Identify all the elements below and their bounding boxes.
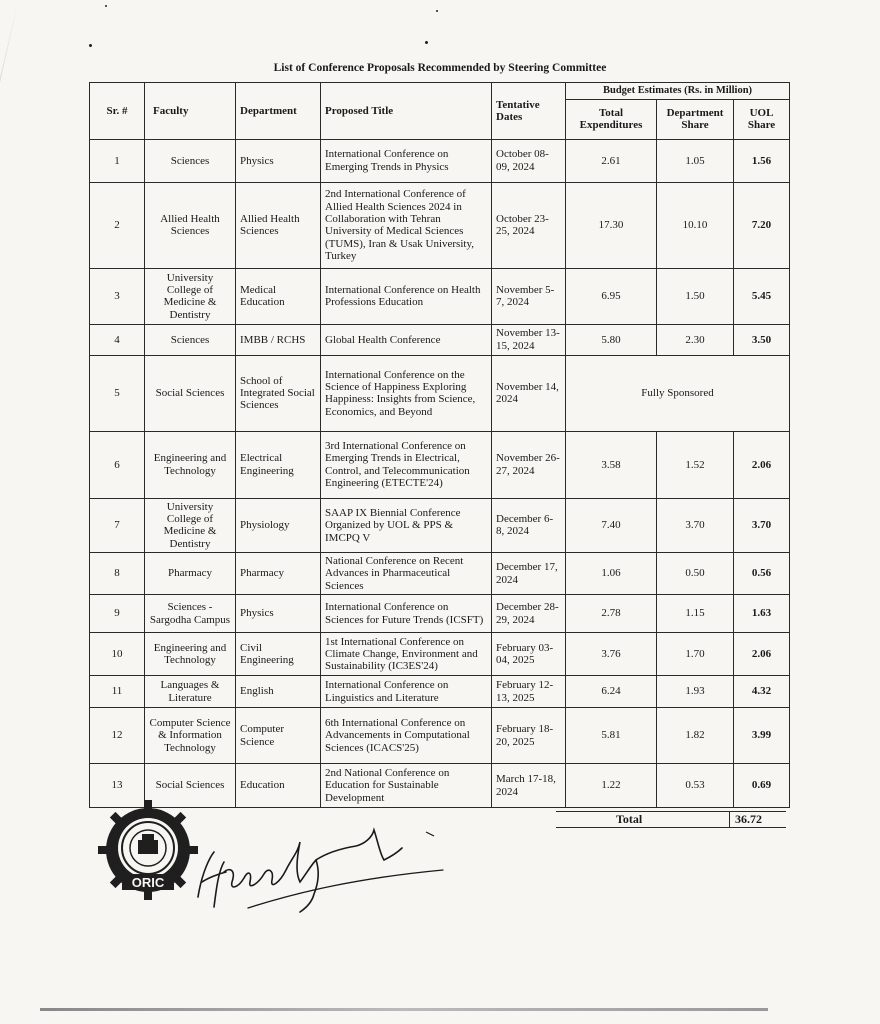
speck-dot [105, 5, 107, 7]
title-cell: International Conference on Emerging Trends in Physics [321, 139, 492, 182]
dates-cell: December 17, 2024 [492, 553, 566, 595]
faculty-cell: University College of Medicine & Dentistry [145, 498, 236, 552]
dates-cell: November 5-7, 2024 [492, 268, 566, 324]
faculty-cell: Sciences [145, 139, 236, 182]
total-expenditure-cell: 2.61 [566, 139, 657, 182]
total-value: 36.72 [735, 812, 762, 826]
table-row [90, 595, 790, 633]
dates-cell: October 23-25, 2024 [492, 182, 566, 268]
title-cell: International Conference on Health Professions Education [321, 268, 492, 324]
faculty-cell: Sciences [145, 324, 236, 355]
total-expenditure-cell: 17.30 [566, 182, 657, 268]
title-cell: 3rd International Conference on Emerging Trends in Electrical, Control, and Telecommunication Engineering (ETECTE'24) [321, 431, 492, 498]
faculty-cell: Engineering and Technology [145, 431, 236, 498]
sr-cell: 1 [90, 139, 145, 182]
department-share-cell: 0.50 [657, 553, 734, 595]
title-cell: Global Health Conference [321, 324, 492, 355]
header-faculty: Faculty [145, 83, 236, 140]
faculty-cell: Allied Health Sciences [145, 182, 236, 268]
faculty-cell: Sciences - Sargodha Campus [145, 595, 236, 633]
department-cell: Computer Science [236, 708, 321, 764]
department-cell: Physiology [236, 498, 321, 552]
total-expenditure-cell: 3.76 [566, 633, 657, 676]
table-row [90, 182, 790, 268]
total-expenditure-cell: 5.81 [566, 708, 657, 764]
faculty-cell: Computer Science & Information Technology [145, 708, 236, 764]
header-uol-share: UOL Share [734, 99, 790, 139]
title-cell: 2nd International Conference of Allied Health Sciences 2024 in Collaboration with Tehran University of Medical Sciences (TUMS), Iran & Usak University, Turkey [321, 182, 492, 268]
uol-share-cell: 1.56 [734, 139, 790, 182]
proposals-table [89, 82, 790, 808]
scan-edge-mark [0, 0, 19, 370]
department-share-cell: 1.93 [657, 676, 734, 708]
department-share-cell: 10.10 [657, 182, 734, 268]
department-share-cell: 1.05 [657, 139, 734, 182]
dates-cell: October 08-09, 2024 [492, 139, 566, 182]
uol-share-cell: 5.45 [734, 268, 790, 324]
seal-text: ORIC [131, 875, 165, 890]
dates-cell: November 26-27, 2024 [492, 431, 566, 498]
total-expenditure-cell: 5.80 [566, 324, 657, 355]
department-share-cell: 3.70 [657, 498, 734, 552]
total-expenditure-cell: 2.78 [566, 595, 657, 633]
header-department: Department [236, 83, 321, 140]
dates-cell: February 12-13, 2025 [492, 676, 566, 708]
page-title: List of Conference Proposals Recommended by Steering Committee [273, 62, 607, 74]
total-expenditure-cell: 6.24 [566, 676, 657, 708]
department-cell: English [236, 676, 321, 708]
title-cell: 6th International Conference on Advancements in Computational Sciences (ICACS'25) [321, 708, 492, 764]
table-row [90, 708, 790, 764]
faculty-cell: Pharmacy [145, 553, 236, 595]
header-total-expenditures: Total Expenditures [566, 99, 657, 139]
header-tentative-dates: Tentative Dates [492, 83, 566, 140]
table-row [90, 431, 790, 498]
total-expenditure-cell: 3.58 [566, 431, 657, 498]
department-cell: Civil Engineering [236, 633, 321, 676]
dates-cell: December 6-8, 2024 [492, 498, 566, 552]
sr-cell: 9 [90, 595, 145, 633]
department-share-cell: 2.30 [657, 324, 734, 355]
department-cell: Pharmacy [236, 553, 321, 595]
uol-share-cell: 3.99 [734, 708, 790, 764]
speck-dot [425, 41, 428, 44]
faculty-cell: Social Sciences [145, 764, 236, 808]
table-row [90, 139, 790, 182]
uol-share-cell: 2.06 [734, 633, 790, 676]
sr-cell: 10 [90, 633, 145, 676]
total-row [556, 811, 786, 828]
total-divider [729, 812, 730, 827]
table-row [90, 553, 790, 595]
title-cell: International Conference on the Science of Happiness Exploring Happiness: Insights from Science, Economics, and Beyond [321, 355, 492, 431]
department-cell: IMBB / RCHS [236, 324, 321, 355]
table-row [90, 355, 790, 431]
speck-dot [436, 10, 438, 12]
table-row [90, 268, 790, 324]
total-expenditure-cell: 6.95 [566, 268, 657, 324]
department-share-cell: 1.50 [657, 268, 734, 324]
dates-cell: December 28-29, 2024 [492, 595, 566, 633]
sr-cell: 6 [90, 431, 145, 498]
department-share-cell: 1.82 [657, 708, 734, 764]
total-label: Total [616, 812, 643, 826]
department-cell: Allied Health Sciences [236, 182, 321, 268]
department-cell: Physics [236, 139, 321, 182]
department-cell: Physics [236, 595, 321, 633]
faculty-cell: Languages & Literature [145, 676, 236, 708]
header-sr: Sr. # [90, 83, 145, 140]
faculty-cell: Social Sciences [145, 355, 236, 431]
title-cell: SAAP IX Biennial Conference Organized by UOL & PPS & IMCPQ V [321, 498, 492, 552]
department-cell: Electrical Engineering [236, 431, 321, 498]
table-row [90, 498, 790, 552]
dates-cell: November 13-15, 2024 [492, 324, 566, 355]
table-row [90, 633, 790, 676]
department-cell: Medical Education [236, 268, 321, 324]
uol-share-cell: 2.06 [734, 431, 790, 498]
department-share-cell: 1.52 [657, 431, 734, 498]
sr-cell: 5 [90, 355, 145, 431]
total-expenditure-cell: 7.40 [566, 498, 657, 552]
department-share-cell: 1.70 [657, 633, 734, 676]
uol-share-cell: 7.20 [734, 182, 790, 268]
sr-cell: 3 [90, 268, 145, 324]
department-cell: School of Integrated Social Sciences [236, 355, 321, 431]
sr-cell: 4 [90, 324, 145, 355]
faculty-cell: Engineering and Technology [145, 633, 236, 676]
header-budget-estimates: Budget Estimates (Rs. in Million) [566, 83, 790, 100]
department-share-cell: 0.53 [657, 764, 734, 808]
table-row [90, 324, 790, 355]
speck-dot [89, 44, 92, 47]
title-cell: 2nd National Conference on Education for Sustainable Development [321, 764, 492, 808]
uol-share-cell: 0.56 [734, 553, 790, 595]
department-share-cell: 1.15 [657, 595, 734, 633]
sr-cell: 12 [90, 708, 145, 764]
sr-cell: 11 [90, 676, 145, 708]
uol-share-cell: 3.70 [734, 498, 790, 552]
faculty-cell: University College of Medicine & Dentistry [145, 268, 236, 324]
signature-icon [188, 812, 448, 922]
department-cell: Education [236, 764, 321, 808]
sr-cell: 2 [90, 182, 145, 268]
table-row [90, 676, 790, 708]
total-expenditure-cell: 1.22 [566, 764, 657, 808]
title-cell: 1st International Conference on Climate Change, Environment and Sustainability (IC3ES'24) [321, 633, 492, 676]
title-cell: International Conference on Sciences for Future Trends (ICSFT) [321, 595, 492, 633]
title-cell: National Conference on Recent Advances in Pharmaceutical Sciences [321, 553, 492, 595]
uol-share-cell: 3.50 [734, 324, 790, 355]
header-proposed-title: Proposed Title [321, 83, 492, 140]
dates-cell: March 17-18, 2024 [492, 764, 566, 808]
dates-cell: February 18-20, 2025 [492, 708, 566, 764]
bottom-scan-line [40, 1008, 768, 1011]
uol-share-cell: 1.63 [734, 595, 790, 633]
title-cell: International Conference on Linguistics and Literature [321, 676, 492, 708]
oric-seal-icon [98, 800, 198, 900]
header-department-share: Department Share [657, 99, 734, 139]
sr-cell: 13 [90, 764, 145, 808]
uol-share-cell: 0.69 [734, 764, 790, 808]
dates-cell: February 03-04, 2025 [492, 633, 566, 676]
sr-cell: 8 [90, 553, 145, 595]
dates-cell: November 14, 2024 [492, 355, 566, 431]
fully-sponsored-cell: Fully Sponsored [566, 355, 790, 431]
total-expenditure-cell: 1.06 [566, 553, 657, 595]
sr-cell: 7 [90, 498, 145, 552]
uol-share-cell: 4.32 [734, 676, 790, 708]
